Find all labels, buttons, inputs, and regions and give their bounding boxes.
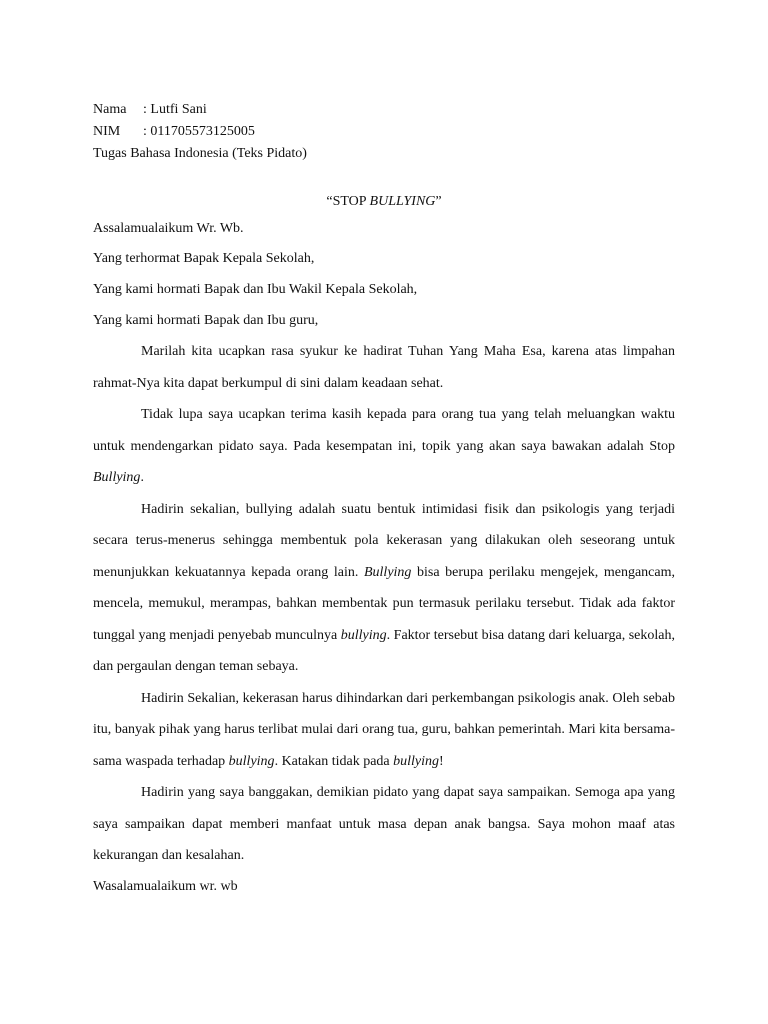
p3-text-a: Hadirin sekalian, bullying adalah suatu bentuk intimidasi fisik dan psikologis yang terjadi secara terus-menerus sehingga membentuk pola kekerasan yang dilakukan oleh seseorang untuk menunjukkan kekuatannya kepada orang lain.	[93, 501, 675, 580]
salutation-3: Yang kami hormati Bapak dan Ibu guru,	[93, 313, 319, 328]
p3-text-c: bisa berupa perilaku mengejek, mengancam, mencela, memukul, merampas, bahkan membentak pun termasuk perilaku tersebut. Tidak ada faktor tunggal yang menjadi penyebab munculnya	[93, 564, 675, 643]
header-nama-row	[93, 99, 675, 121]
nama-value: : Lutfi Sani	[143, 102, 207, 117]
p3-text-e: . Faktor tersebut bisa datang dari keluarga, sekolah, dan pergaulan dengan teman sebaya.	[93, 627, 675, 674]
title-italic: BULLYING	[369, 194, 436, 209]
speech-title	[93, 191, 675, 213]
salutation-1: Yang terhormat Bapak Kepala Sekolah,	[93, 251, 315, 266]
nim-value: : 011705573125005	[143, 124, 255, 139]
p4-italic-1: bullying	[228, 753, 275, 769]
p4-text-a: Hadirin Sekalian, kekerasan harus dihindarkan dari perkembangan psikologis anak. Oleh sebab itu, banyak pihak yang harus terlibat mulai dari orang tua, guru, bahkan pemerintah. Mari kita bersama-sama waspada terhadap	[93, 690, 675, 769]
paragraph-1: Marilah kita ucapkan rasa syukur ke hadirat Tuhan Yang Maha Esa, karena atas limpahan rahmat-Nya kita dapat berkumpul di sini dalam keadaan sehat.	[93, 344, 675, 391]
p2-text-a: Tidak lupa saya ucapkan terima kasih kepada para orang tua yang telah meluangkan waktu untuk mendengarkan pidato saya. Pada kesempatan ini, topik yang akan saya bawakan adalah Stop	[93, 407, 675, 454]
header-tugas: Tugas Bahasa Indonesia (Teks Pidato)	[93, 146, 307, 161]
p3-italic-1: Bullying	[363, 564, 412, 580]
p2-italic: Bullying	[93, 470, 141, 485]
title-close: ”	[435, 194, 442, 209]
paragraph-3	[93, 494, 675, 683]
salutation-2: Yang kami hormati Bapak dan Ibu Wakil Kepala Sekolah,	[93, 282, 418, 297]
nim-label: NIM	[93, 124, 121, 139]
p4-text-e: !	[439, 753, 444, 769]
p4-italic-2: bullying	[393, 753, 440, 769]
p2-text-c: .	[140, 470, 144, 485]
paragraph-2	[93, 399, 675, 494]
nama-label: Nama	[93, 102, 127, 117]
closing-greeting: Wasalamualaikum wr. wb	[93, 878, 238, 894]
p3-italic-2: bullying	[340, 627, 387, 643]
header-nim-row	[93, 121, 675, 143]
greeting: Assalamualaikum Wr. Wb.	[93, 221, 244, 236]
speech-document	[93, 99, 675, 902]
paragraph-4	[93, 683, 675, 778]
paragraph-5: Hadirin yang saya banggakan, demikian pidato yang dapat saya sampaikan. Semoga apa yang saya sampaikan dapat memberi manfaat untuk masa depan anak bangsa. Saya mohon maaf atas kekurangan dan kesalahan.	[93, 785, 675, 863]
title-open: “STOP	[326, 194, 370, 209]
p4-text-c: . Katakan tidak pada	[274, 753, 394, 769]
